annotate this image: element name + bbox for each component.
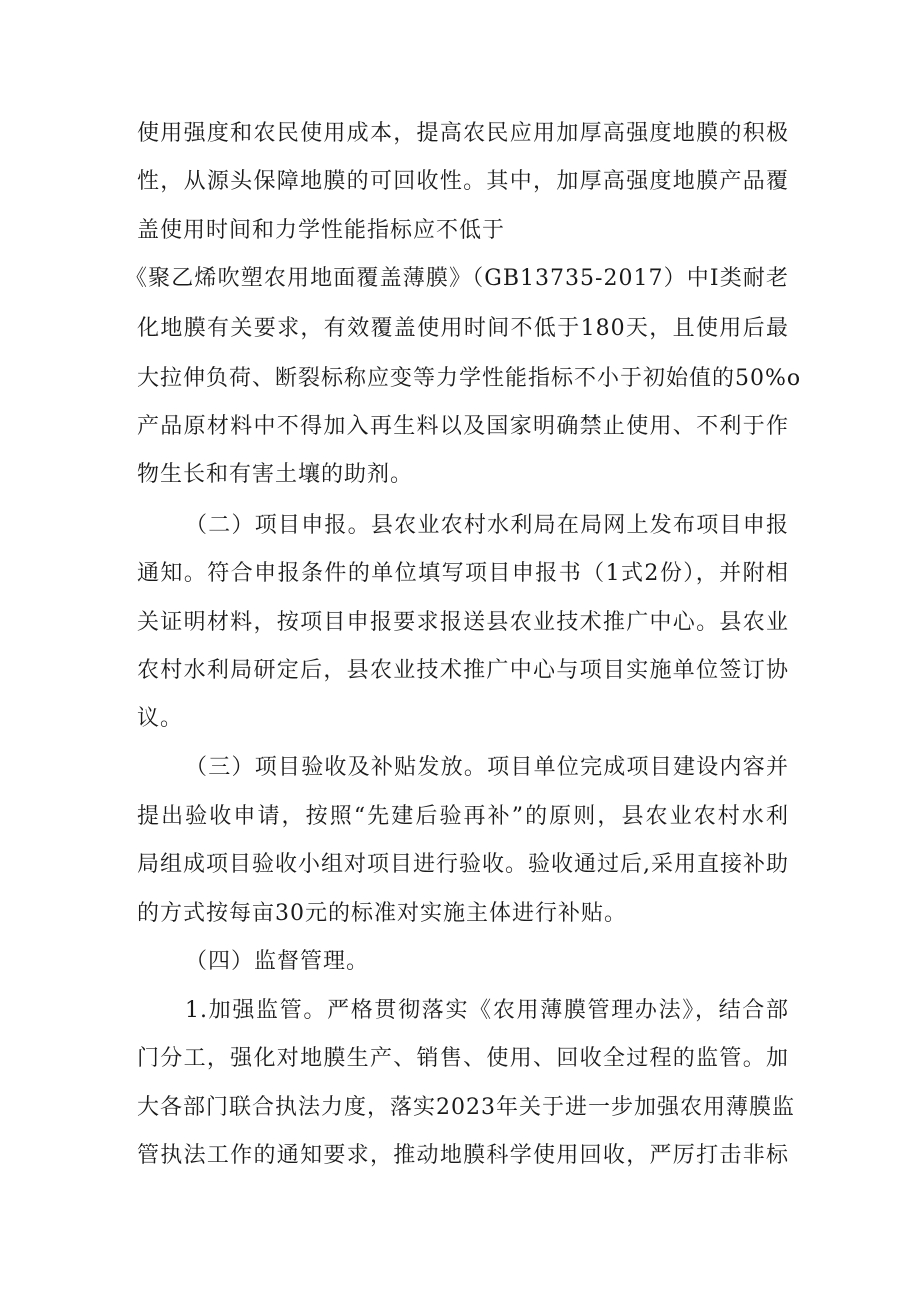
text-line: 性，从源头保障地膜的可回收性。其中，加厚高强度地膜产品覆 — [137, 169, 789, 194]
text-line: 管执法工作的通知要求，推动地膜科学使用回收，严厉打击非标 — [137, 1143, 789, 1168]
text-line: 大拉伸负荷、断裂标称应变等力学性能指标不小于初始值的50%o — [137, 366, 802, 391]
text-line: 物生长和有害土壤的助剂。 — [137, 462, 414, 487]
text-line: 1.加强监管。严格贯彻落实《农用薄膜管理办法》，结合部 — [185, 998, 789, 1023]
text-line: 局组成项目验收小组对项目进行验收。验收通过后,采用直接补助 — [137, 852, 789, 877]
text-line: 关证明材料，按项目申报要求报送县农业技术推广中心。县农业 — [137, 610, 789, 635]
text-line: 《聚乙烯吹塑农用地面覆盖薄膜》（GB13735-2017）中I类耐老 — [125, 266, 789, 291]
section-heading-line: （三）项目验收及补贴发放。项目单位完成项目建设内容并 — [185, 755, 789, 780]
text-line: 提出验收申请，按照“先建后验再补”的原则，县农业农村水利 — [137, 804, 789, 829]
text-line: 大各部门联合执法力度，落实2023年关于进一步加强农用薄膜监 — [137, 1095, 795, 1120]
section-heading-line: （二）项目申报。县农业农村水利局在局网上发布项目申报 — [185, 513, 789, 538]
text-line: 使用强度和农民使用成本，提高农民应用加厚高强度地膜的积极 — [137, 121, 789, 146]
text-line: 的方式按每亩30元的标准对实施主体进行补贴。 — [137, 901, 627, 926]
text-line: 盖使用时间和力学性能指标应不低于 — [137, 218, 506, 243]
text-line: 农村水利局研定后，县农业技术推广中心与项目实施单位签订协 — [137, 658, 789, 683]
text-line: 产品原材料中不得加入再生料以及国家明确禁止使用、不利于作 — [137, 414, 789, 439]
section-heading-line: （四）监督管理。 — [185, 949, 370, 974]
text-line: 门分工，强化对地膜生产、销售、使用、回收全过程的监管。加 — [137, 1046, 789, 1071]
text-line: 通知。符合申报条件的单位填写项目申报书（1式2份），并附相 — [137, 561, 789, 586]
text-line: 议。 — [137, 706, 184, 731]
text-line: 化地膜有关要求，有效覆盖使用时间不低于180天，且使用后最 — [137, 316, 789, 341]
